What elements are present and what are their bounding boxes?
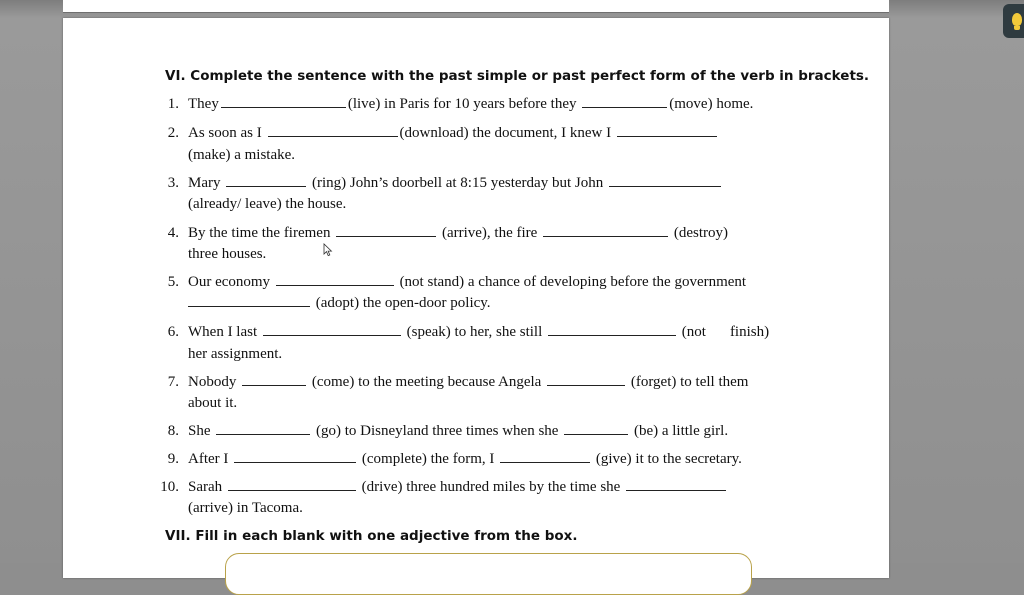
exercise-line: Sarah (drive) three hundred miles by the time she: [188, 479, 728, 496]
answer-blank[interactable]: [221, 96, 346, 108]
exercise-line-continued: (arrive) in Tacoma.: [188, 500, 303, 516]
adjective-box: [225, 553, 752, 595]
exercise-line: Mary (ring) John’s doorbell at 8:15 yesterday but John: [188, 175, 723, 192]
answer-blank[interactable]: [226, 175, 306, 187]
item-number: 8.: [167, 423, 179, 439]
answer-blank[interactable]: [336, 225, 436, 237]
exercise-line: After I (complete) the form, I (give) it to the secretary.: [188, 451, 742, 467]
item-number: 10.: [160, 479, 179, 495]
exercise-line-continued: three houses.: [188, 246, 267, 262]
answer-blank[interactable]: [188, 295, 310, 307]
answer-blank[interactable]: [263, 324, 401, 336]
answer-blank[interactable]: [216, 423, 310, 435]
answer-blank[interactable]: [582, 96, 667, 108]
answer-blank[interactable]: [626, 479, 726, 491]
exercise-line: When I last (speak) to her, she still (not finish): [188, 324, 770, 340]
answer-blank[interactable]: [609, 175, 721, 187]
side-panel-tab[interactable]: [1003, 4, 1024, 38]
section-7-heading: VII. Fill in each blank with one adjective from the box.: [165, 528, 578, 544]
exercise-line: Our economy (not stand) a chance of developing before the government: [188, 274, 747, 290]
item-number: 2.: [167, 125, 179, 141]
answer-blank[interactable]: [617, 125, 717, 137]
exercise-line-continued: (make) a mistake.: [188, 147, 296, 163]
item-number: 5.: [167, 274, 179, 290]
lightbulb-icon-base: [1014, 26, 1020, 30]
exercise-line-continued: (adopt) the open-door policy.: [188, 295, 491, 312]
previous-page-edge: [63, 0, 889, 13]
section-6-heading: VI. Complete the sentence with the past simple or past perfect form of the verb in brackets.: [165, 68, 870, 84]
item-number: 9.: [167, 451, 179, 467]
exercise-line: As soon as I (download) the document, I knew I: [188, 125, 719, 142]
answer-blank[interactable]: [242, 374, 306, 386]
answer-blank[interactable]: [547, 374, 625, 386]
exercise-line: She (go) to Disneyland three times when she (be) a little girl.: [188, 423, 729, 439]
item-number: 4.: [167, 225, 179, 241]
exercise-line-continued: (already/ leave) the house.: [188, 196, 347, 212]
answer-blank[interactable]: [543, 225, 668, 237]
answer-blank[interactable]: [228, 479, 356, 491]
answer-blank[interactable]: [500, 451, 590, 463]
item-number: 7.: [167, 374, 179, 390]
answer-blank[interactable]: [234, 451, 356, 463]
mouse-pointer-icon: [323, 243, 333, 257]
lightbulb-icon: [1012, 13, 1022, 26]
item-number: 6.: [167, 324, 179, 340]
answer-blank[interactable]: [548, 324, 676, 336]
exercise-line: Nobody (come) to the meeting because Angela (forget) to tell them: [188, 374, 749, 390]
answer-blank[interactable]: [276, 274, 394, 286]
exercise-line-continued: about it.: [188, 395, 238, 411]
exercise-line: By the time the firemen (arrive), the fire (destroy): [188, 225, 728, 241]
exercise-line-continued: her assignment.: [188, 346, 283, 362]
item-number: 1.: [167, 96, 179, 112]
exercise-line: They (live) in Paris for 10 years before they (move) home.: [188, 96, 754, 112]
item-number: 3.: [167, 175, 179, 191]
answer-blank[interactable]: [268, 125, 398, 137]
answer-blank[interactable]: [564, 423, 628, 435]
